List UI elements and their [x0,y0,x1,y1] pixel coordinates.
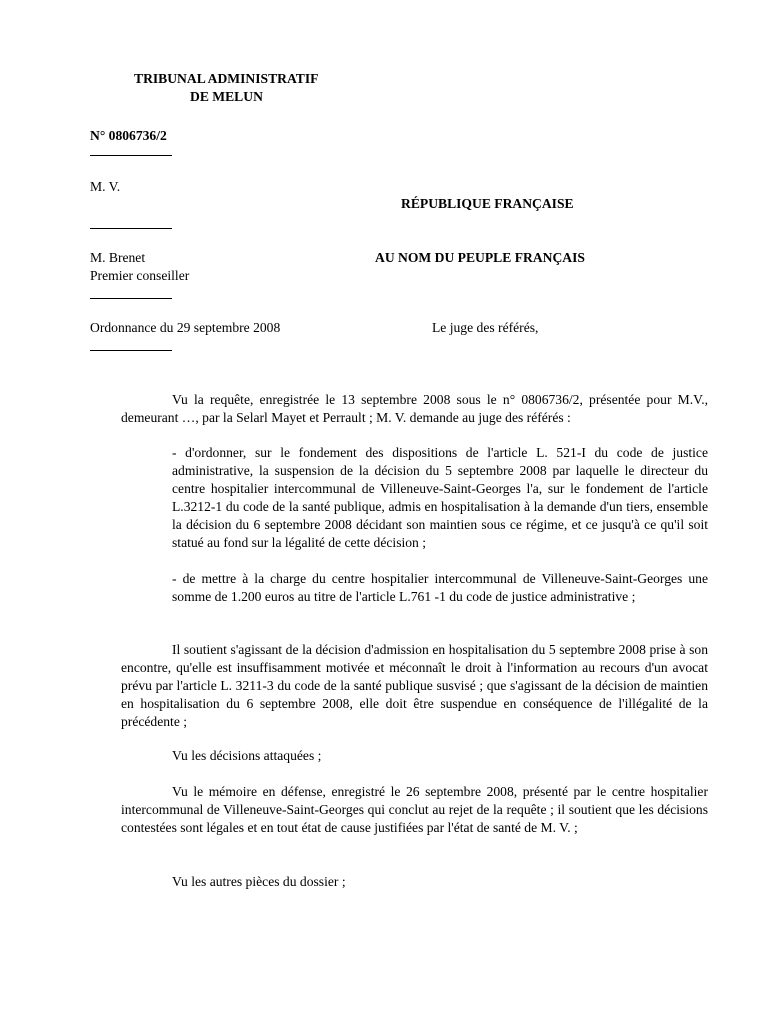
court-name-line1: TRIBUNAL ADMINISTRATIF [134,71,319,86]
divider [90,298,172,299]
paragraph-other-documents: Vu les autres pièces du dossier ; [172,874,346,889]
paragraph-arguments: Il soutient s'agissant de la décision d'admission en hospitalisation du 5 septembre 2008 prise à son encontre, qu'elle est insuffisamment motivée et méconnaît le droit à l'information au recours d'un avocat prévu par l'article L. 3211-3 du code de la santé publique susvisé ; que s'agissant de la décision de maintien en hospitalisation du 6 septembre 2008, elle doit être suspendue en conséquence de l'illégalité de la précédente ; [121,642,708,729]
divider [90,350,172,351]
divider [90,155,172,156]
people-heading: AU NOM DU PEUPLE FRANÇAIS [375,250,585,265]
paragraph-decisions: Vu les décisions attaquées ; [172,748,322,763]
judge-name: M. Brenet [90,250,146,265]
paragraph-request-item-2: - de mettre à la charge du centre hospitalier intercommunal de Villeneuve-Saint-Georges une somme de 1.200 euros au titre de l'article L.761 -1 du code de justice administrative ; [172,571,708,604]
case-number: N° 0806736/2 [90,128,167,143]
paragraph-request-item-1: - d'ordonner, sur le fondement des dispositions de l'article L. 521-I du code de justice administrative, la suspension de la décision du 5 septembre 2008 par laquelle le directeur du centre hospitalier intercommunal de Villeneuve-Saint-Georges l'a, sur le fondement de l'article L.3212-1 du code de la santé publique, admis en hospitalisation à la demande d'un tiers, ensemble la décision du 6 septembre 2008 décidant son maintien sous ce régime, et ce jusqu'à ce qu'il soit statué au fond sur la légalité de cette décision ; [172,445,708,550]
divider [90,228,172,229]
court-name-line2: DE MELUN [190,89,263,104]
paragraph-request: Vu la requête, enregistrée le 13 septembre 2008 sous le n° 0806736/2, présentée pour M.V., demeurant …, par la Selarl Mayet et Perrault ; M. V. demande au juge des référés : [121,392,708,425]
paragraph-defense: Vu le mémoire en défense, enregistré le 26 septembre 2008, présenté par le centre hospitalier intercommunal de Villeneuve-Saint-Georges qui conclut au rejet de la requête ; il soutient que les décisions contestées sont légales et en tout état de cause justifiées par l'état de santé de M. V. ; [121,784,708,835]
judge-role: Le juge des référés, [432,320,539,335]
judge-title: Premier conseiller [90,268,190,283]
republic-heading: RÉPUBLIQUE FRANÇAISE [401,196,574,211]
ordonnance-date: Ordonnance du 29 septembre 2008 [90,320,281,335]
party-name: M. V. [90,179,121,194]
